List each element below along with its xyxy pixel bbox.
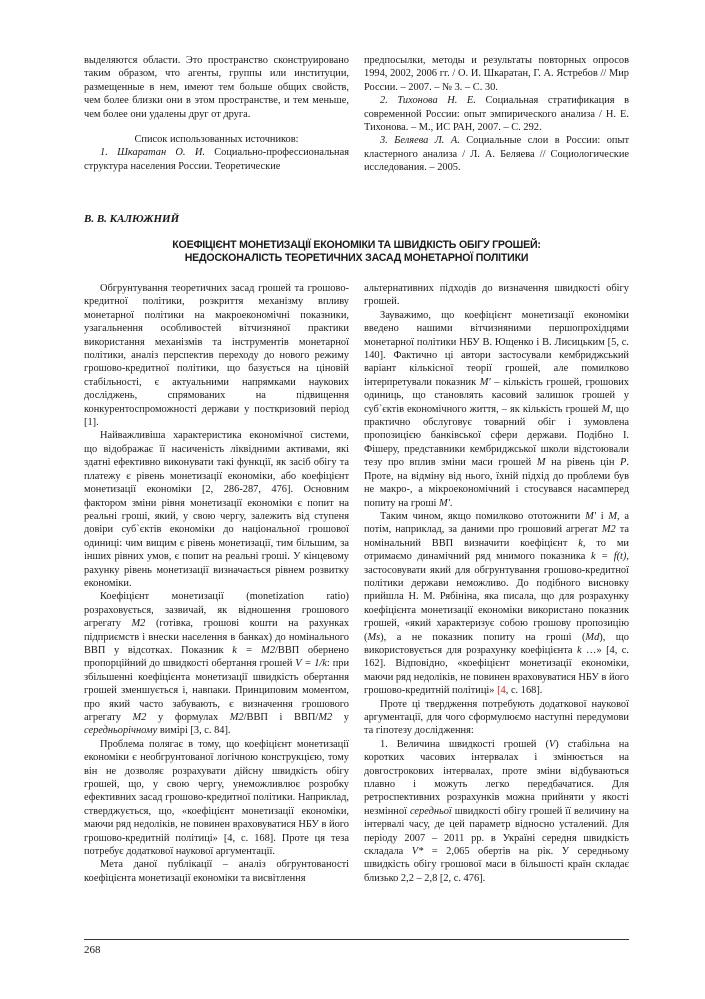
footer-rule	[84, 939, 629, 940]
reference-1-text: Социально-профессиональная структура населения России. Теоретические	[84, 147, 349, 172]
page-number: 268	[84, 944, 101, 956]
reference-3-text: Социальные слои в России: опыт кластерного анализа / Л. А. Беляева // Социологические исследования. – 2005.	[364, 135, 629, 174]
previous-article-paragraph: выделяются области. Это пространство сконструировано таким образом, что агенты, группы или институции, размещенные в нем, имеют тем больше общих свойств, чем более близки они в этом пространстве, и тем меньше, чем более они удалены друг от друга.	[84, 55, 349, 120]
sources-heading: Список использованных источников:	[134, 134, 299, 146]
previous-article-end-right	[364, 54, 629, 175]
reference-2-text: Социальная стратификация в современной России: опыт эмпирического анализа / Н. Е. Тихонова. – М., ИС РАН, 2007. – С. 292.	[364, 95, 629, 134]
article-author: В. В. КАЛЮЖНИЙ	[84, 213, 180, 225]
paragraph: Мета даної публікації – аналіз обгрунтованості коефіцієнта монетизації економіки та висвітлення	[84, 859, 349, 884]
reference-1-author: 1. Шкаратан О. И.	[100, 147, 205, 159]
article-body-left-column	[84, 282, 349, 885]
article-body-right-column	[364, 282, 629, 885]
paragraph: 1. Величина швидкості грошей (V) стабільна на коротких часових інтервалах і змінюється на довгострокових інтервалах, проте зміни відбуваються плавно і можуть легко передбачатися. Для ретроспективних розрахунків можна прийняти у якості незмінної середньої швидкості обігу грошей її величину на інтервалі часу, де цей параметр відносно усталений. Для періоду 2007 – 2011 рр. в Україні середня швидкість складала V* = 2,065 обертів на рік. У середньому швидкість обігу грошової маси в більшості країн складає близько 2,2 – 2,8 [2, с. 476].	[364, 738, 630, 884]
paragraph: Найважливіша характеристика економічної системи, що відображає її насиченість ліквідними активами, які здатні ефективно виконувати такі функції, як засіб обігу та платежу є рівень монетизації економіки, або коефіцієнт монетизації економіки [2, 286-287, 476]. Основним фактором зміни рівня монетизації економіки є попит на реальні гроші, який, у свою чергу, залежить від ступеня довіри суб`єктів економіки до національної грошової одиниці: чим вищим є рівень монетизації, тим більшим, за інших рівних умов, є попит на реальні гроші. У кінцевому рахунку рівень монетизації визначається рівнем розвитку економіки.	[84, 430, 349, 589]
article-title	[84, 239, 629, 265]
reference-2-author: 2. Тихонова Н. Е.	[380, 95, 476, 107]
paragraph: Таким чином, якщо помилково ототожнити M' і M, а потім, наприклад, за даними про грошовий агрегат M2 та номінальний ВВП визначити коефіцієнт k, то ми отримаємо динамічний ряд мнимого показника k = f(t), застосовувати який для обгрунтування грошово-кредитної політики держави неможливо. До подібного висновку прийшла Н. М. Рябініна, яка писала, що для розрахунку коефіцієнта монетизації економіки використано показник грошей, «який характеризує собою грошову пропозицію (Ms), а не показник попиту на гроші (Md), що використовується для розрахунку коефіцієнта k …» [4, с. 162]. Відповідно, «коефіцієнт монетизації економіки, маючи ряд недоліків, не повинен враховуватися НБУ в його грошово-кредитній політиці» [4, с. 168].	[364, 510, 630, 697]
article-title-line-1: КОЕФІЦІЄНТ МОНЕТИЗАЦІЇ ЕКОНОМІКИ ТА ШВИДКІСТЬ ОБІГУ ГРОШЕЙ:	[172, 239, 541, 251]
paragraph: Обгрунтування теоретичних засад грошей та грошово-кредитної політики, розкриття механізму впливу монетарної політики на макроекономічні показники, узагальнення особливостей вітчизняної практики використання механізмів та інструментів монетарної політики, аналіз перспектив переходу до нового режиму грошово-кредитної політики, що базується на ціновій стабільності, є актуальними напрямками наукових досліджень, спрямованих на підвищення конкурентоспроможності держави у посткризовий період [1].	[84, 283, 349, 429]
reference-2	[364, 94, 629, 134]
reference-3	[364, 134, 629, 174]
paragraph: Проблема полягає в тому, що коефіцієнт монетизації економіки є необгрунтованої логічною конструкцією, тому він не дозволяє розрахувати дійсну швидкість обігу грошей, що, у свою чергу, унеможливлює розробку ефективних засад грошово-кредитної політики. Наприклад, стверджується, що, «коефіцієнт монетизації економіки, маючи ряд недоліків, не повинен враховуватися НБУ в його грошово-кредитній політиці» [4, с. 168]. Проте ця теза потребує додаткової наукової аргументації.	[84, 738, 349, 858]
paragraph: альтернативних підходів до визначення швидкості обігу грошей.	[364, 283, 629, 308]
paragraph: Зауважимо, що коефіцієнт монетизації економіки введено нашими вітчизняними першопрохідцями монетарної політики НБУ В. Ющенко і В. Лисицьким [5, с. 140]. Фактично ці автори застосували кембриджський варіант кількісної теорії грошей, але помилково інтерпретували показник M' – кількість грошей, грошових одиниць, що становлять касовий залишок грошей у суб`єктів економічного життя, – як кількість грошей M, що практично обслуговує товарний обіг і зумовлена пропозицією банківської сфери держави. Подібно І. Фішеру, представники кембриджської школи відстоювали тезу про вплив зміни маси грошей M на рівень цін P. Проте, на відміну від нього, їхній підхід до проблеми був не макро-, а мікроекономічний і стосувався насамперед попиту на гроші M'.	[364, 309, 629, 509]
reference-1	[84, 146, 349, 173]
reference-3-author: 3. Беляева Л. А.	[380, 135, 460, 147]
paragraph: Проте ці твердження потребують додаткової наукової аргументації, для чого сформулюємо наступні передумови та гіпотезу дослідження:	[364, 698, 629, 737]
reference-1-continued: предпосылки, методы и результаты повторных опросов 1994, 2002, 2006 гг. / О. И. Шкаратан, Г. А. Ястребов // Мир России. – 2007. – № 3. – С. 30.	[364, 55, 629, 93]
article-title-line-2: НЕДОСКОНАЛІСТЬ ТЕОРЕТИЧНИХ ЗАСАД МОНЕТАРНОЇ ПОЛІТИКИ	[184, 252, 529, 264]
previous-article-end-left	[84, 54, 349, 173]
paragraph: Коефіцієнт монетизації (monetization ratio) розраховується, зазвичай, як відношення грошового агрегату M2 (готівка, грошові кошти на рахунках підприємств і внески населення в банках) до номінального ВВП у відсотках. Показник k = M2/ВВП обернено пропорційний до швидкості обертання грошей V = 1/k: при збільшенні коефіцієнта монетизації швидкість обертання грошей зменшується і, навпаки. Принциповим моментом, про який часто забувають, є визначення грошового агрегату M2 у формулах M2/ВВП і ВВП/M2 у середньорічному вимірі [3, с. 84].	[84, 591, 350, 737]
citation-link[interactable]: [4	[497, 685, 506, 697]
